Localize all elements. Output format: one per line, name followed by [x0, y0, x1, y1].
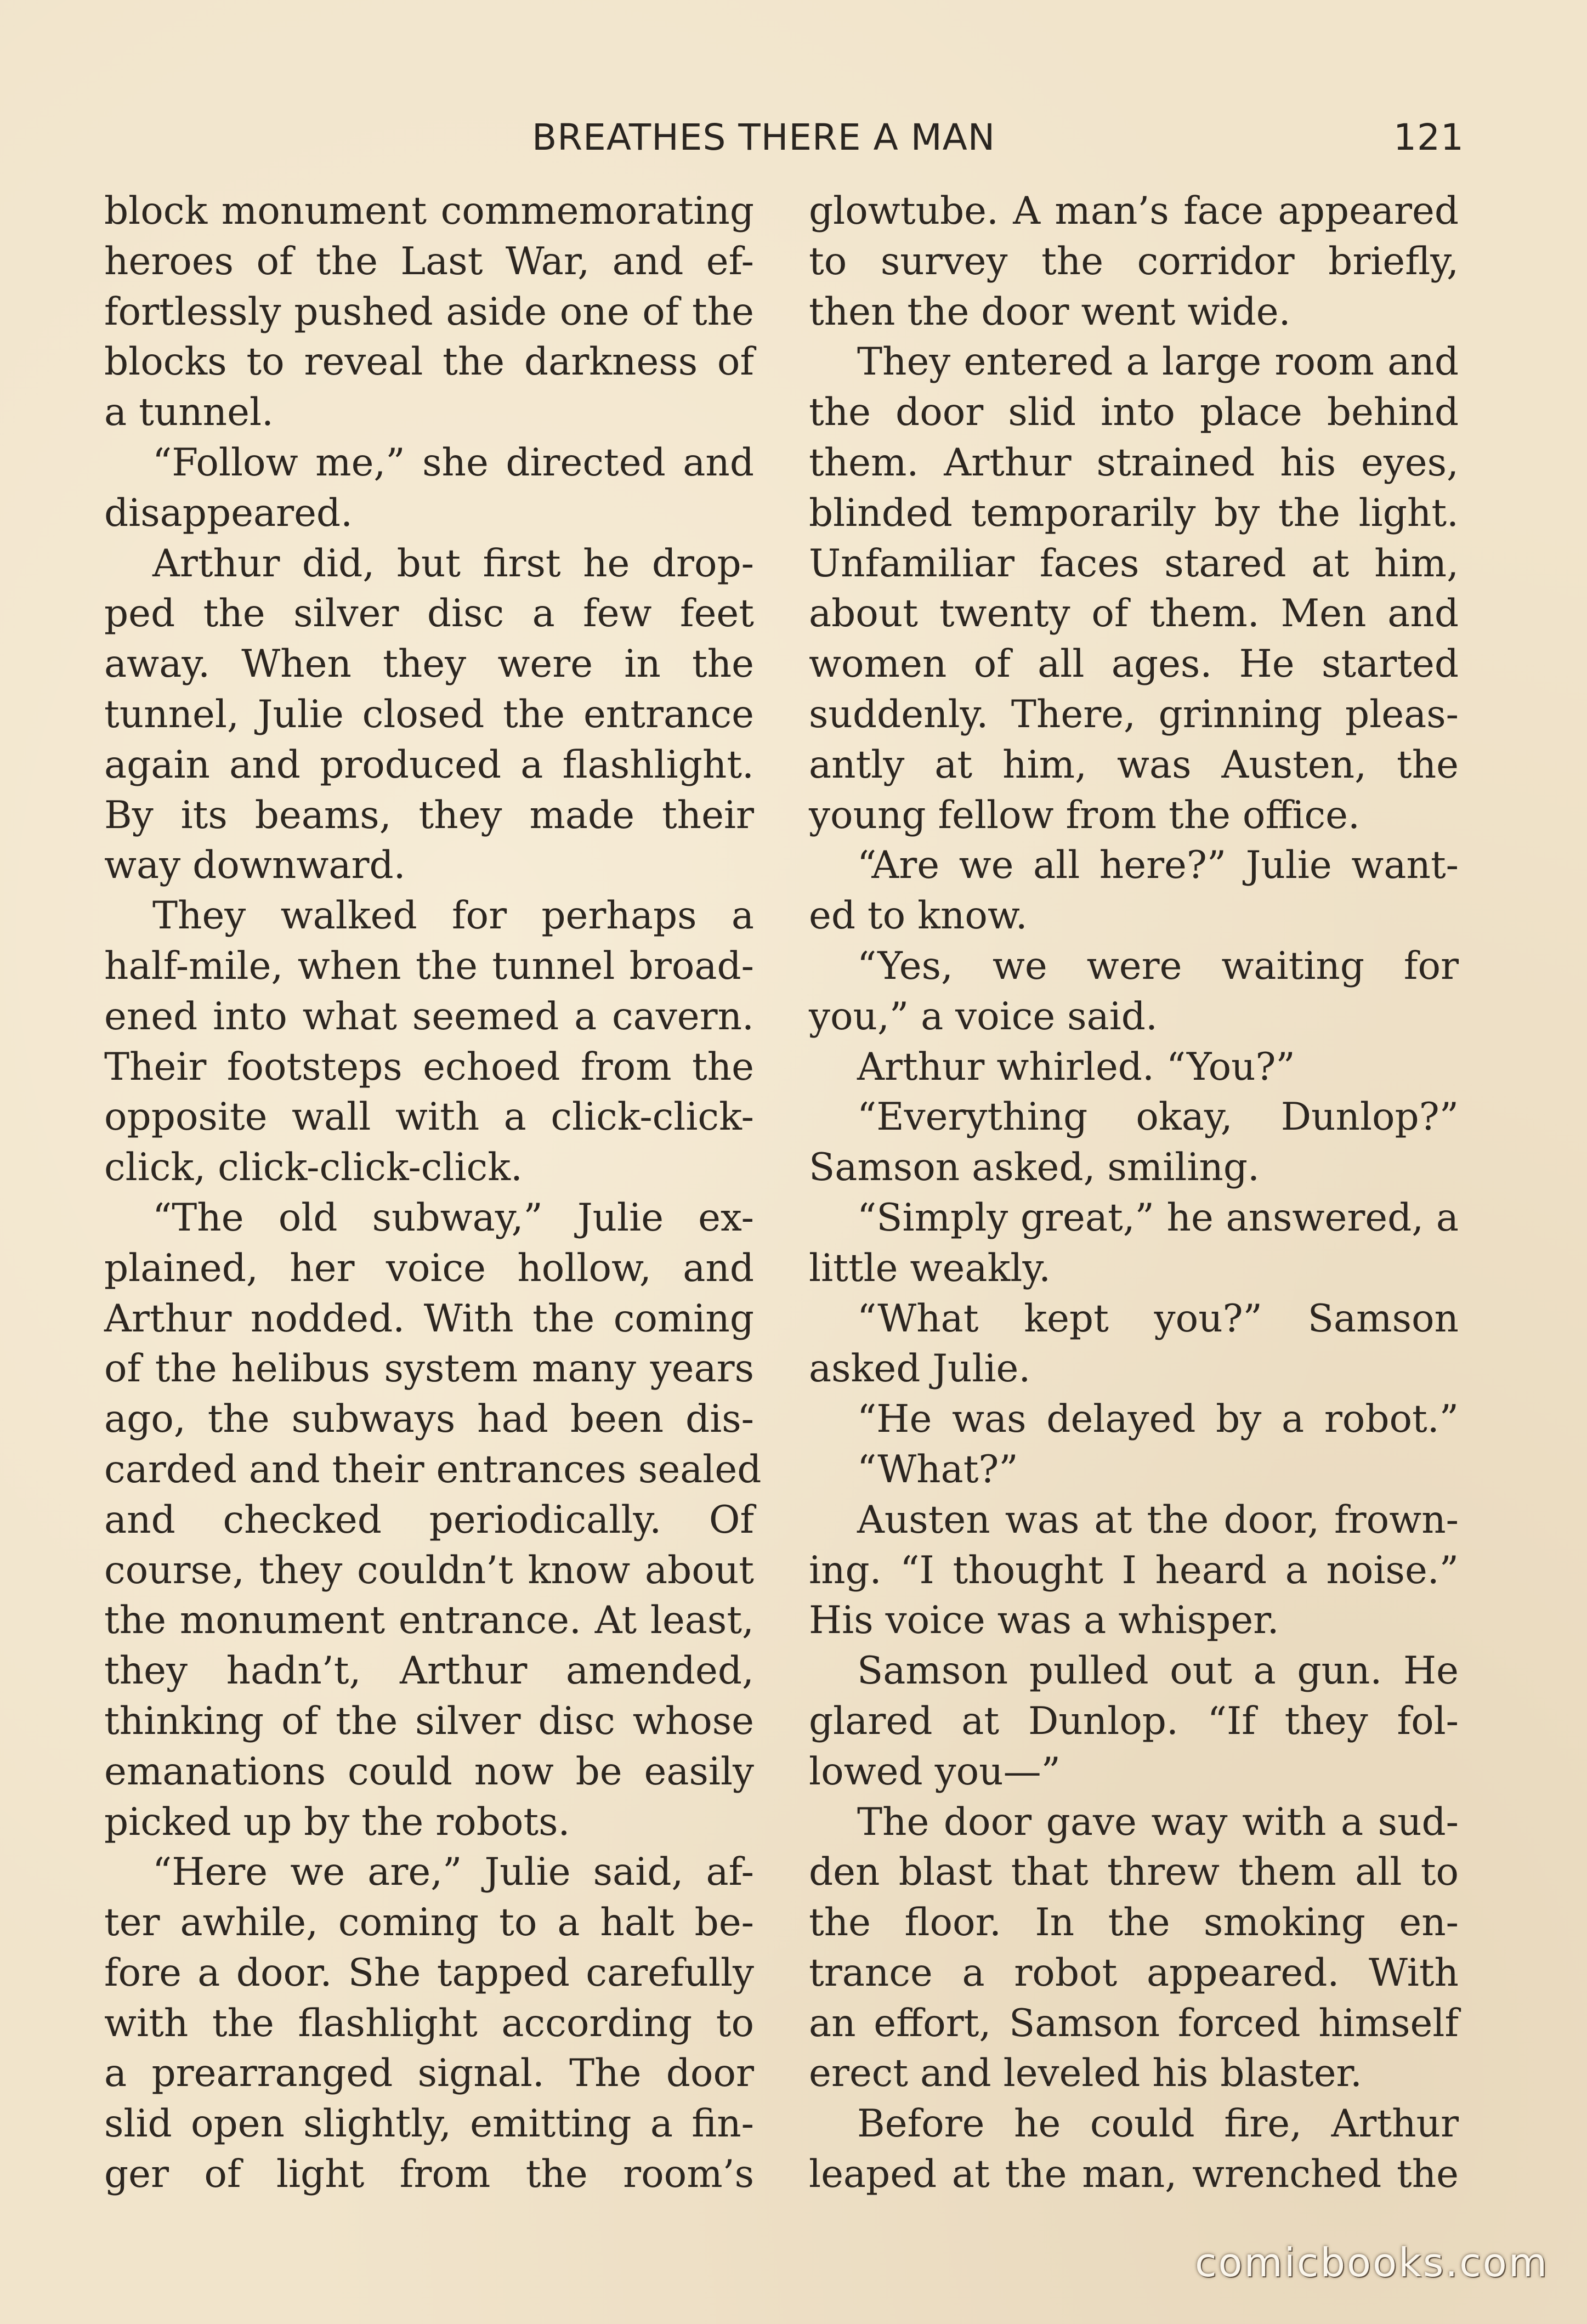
text-line: to survey the corridor briefly,: [809, 239, 1459, 284]
text-line: a prearranged signal. The door: [104, 2051, 754, 2096]
text-line: Before he could fire, Arthur: [857, 2102, 1459, 2146]
text-line: His voice was a whisper.: [809, 1599, 1279, 1643]
text-line: ped the silver disc a few feet: [104, 592, 754, 636]
text-line: ger of light from the room’s: [104, 2152, 754, 2197]
text-line: fortlessly pushed aside one of the: [104, 290, 754, 334]
text-line: glared at Dunlop. “If they fol-: [809, 1699, 1459, 1743]
text-line: click, click-click-click.: [104, 1146, 523, 1190]
text-line: slid open slightly, emitting a fin-: [104, 2102, 754, 2146]
text-line: Samson asked, smiling.: [809, 1146, 1260, 1190]
text-line: “What?”: [857, 1447, 1018, 1492]
text-line: way downward.: [104, 843, 406, 888]
text-line: young fellow from the office.: [809, 793, 1360, 837]
text-line: picked up by the robots.: [104, 1800, 570, 1844]
text-line: “Are we all here?” Julie want-: [857, 843, 1459, 888]
text-line: Austen was at the door, frown-: [857, 1498, 1459, 1542]
text-line: Unfamiliar faces stared at him,: [809, 541, 1459, 586]
text-line: half-mile, when the tunnel broad-: [104, 944, 754, 988]
text-line: “Follow me,” she directed and: [152, 440, 754, 485]
text-line: ed to know.: [809, 894, 1028, 938]
text-line: blinded temporarily by the light.: [809, 491, 1459, 535]
text-line: a tunnel.: [104, 390, 274, 435]
text-line: lowed you—”: [809, 1749, 1061, 1794]
right-text-column: [809, 186, 1459, 2200]
text-line: suddenly. There, grinning pleas-: [809, 692, 1459, 736]
page-number: 121: [1393, 116, 1464, 158]
text-line: Their footsteps echoed from the: [104, 1045, 754, 1089]
text-line: block monument commemorating: [104, 189, 754, 233]
text-line: an effort, Samson forced himself: [809, 2001, 1459, 2045]
text-line: you,” a voice said.: [809, 994, 1158, 1039]
text-line: disappeared.: [104, 491, 353, 535]
text-line: ter awhile, coming to a halt be-: [104, 1901, 754, 1945]
text-line: “Here we are,” Julie said, af-: [152, 1850, 754, 1895]
text-line: the door slid into place behind: [809, 390, 1459, 435]
text-line: thinking of the silver disc whose: [104, 1699, 754, 1743]
text-line: Arthur nodded. With the coming: [104, 1296, 754, 1341]
text-line: asked Julie.: [809, 1347, 1031, 1391]
text-line: ened into what seemed a cavern.: [104, 994, 754, 1039]
text-line: “Yes, we were waiting for: [857, 944, 1459, 988]
text-line: “Everything okay, Dunlop?”: [857, 1095, 1459, 1140]
text-line: then the door went wide.: [809, 290, 1291, 334]
text-line: By its beams, they made their: [104, 793, 754, 837]
left-text-column: [104, 186, 762, 2200]
text-line: antly at him, was Austen, the: [809, 742, 1459, 787]
text-line: erect and leveled his blaster.: [809, 2051, 1362, 2096]
text-line: ing. “I thought I heard a noise.”: [809, 1548, 1459, 1592]
text-line: The door gave way with a sud-: [857, 1800, 1459, 1844]
text-line: They entered a large room and: [857, 340, 1459, 384]
text-line: carded and their entrances sealed: [104, 1447, 762, 1492]
text-line: the floor. In the smoking en-: [809, 1901, 1459, 1945]
text-line: about twenty of them. Men and: [809, 592, 1459, 636]
running-title: BREATHES THERE A MAN: [532, 116, 996, 158]
text-line: blocks to reveal the darkness of: [104, 340, 754, 384]
text-line: them. Arthur strained his eyes,: [809, 440, 1459, 485]
text-line: leaped at the man, wrenched the: [809, 2152, 1459, 2197]
text-line: tunnel, Julie closed the entrance: [104, 692, 754, 736]
text-line: with the flashlight according to: [104, 2001, 754, 2045]
text-line: Arthur did, but first he drop-: [152, 541, 754, 586]
text-line: opposite wall with a click-click-: [104, 1095, 754, 1140]
text-line: plained, her voice hollow, and: [104, 1246, 754, 1290]
text-line: den blast that threw them all to: [809, 1850, 1459, 1895]
text-line: and checked periodically. Of: [104, 1498, 754, 1542]
page-header: [532, 116, 1464, 171]
text-line: heroes of the Last War, and ef-: [104, 239, 754, 284]
text-line: they hadn’t, Arthur amended,: [104, 1649, 754, 1693]
text-line: again and produced a flashlight.: [104, 742, 754, 787]
text-line: course, they couldn’t know about: [104, 1548, 754, 1592]
text-line: trance a robot appeared. With: [809, 1951, 1459, 1995]
site-watermark: comicbooks.com: [1194, 2240, 1549, 2286]
text-line: emanations could now be easily: [104, 1749, 754, 1794]
text-line: glowtube. A man’s face appeared: [809, 189, 1459, 233]
text-line: little weakly.: [809, 1246, 1051, 1290]
text-line: “He was delayed by a robot.”: [857, 1397, 1459, 1442]
text-line: They walked for perhaps a: [152, 894, 754, 938]
text-line: Samson pulled out a gun. He: [857, 1649, 1459, 1693]
text-line: “Simply great,” he answered, a: [857, 1195, 1459, 1240]
text-line: “What kept you?” Samson: [857, 1296, 1459, 1341]
text-line: fore a door. She tapped carefully: [104, 1951, 754, 1995]
text-line: of the helibus system many years: [104, 1347, 754, 1391]
text-line: Arthur whirled. “You?”: [857, 1045, 1295, 1089]
text-line: ago, the subways had been dis-: [104, 1397, 754, 1442]
text-line: away. When they were in the: [104, 642, 754, 687]
text-line: women of all ages. He started: [809, 642, 1459, 687]
text-line: the monument entrance. At least,: [104, 1599, 754, 1643]
text-line: “The old subway,” Julie ex-: [152, 1195, 754, 1240]
